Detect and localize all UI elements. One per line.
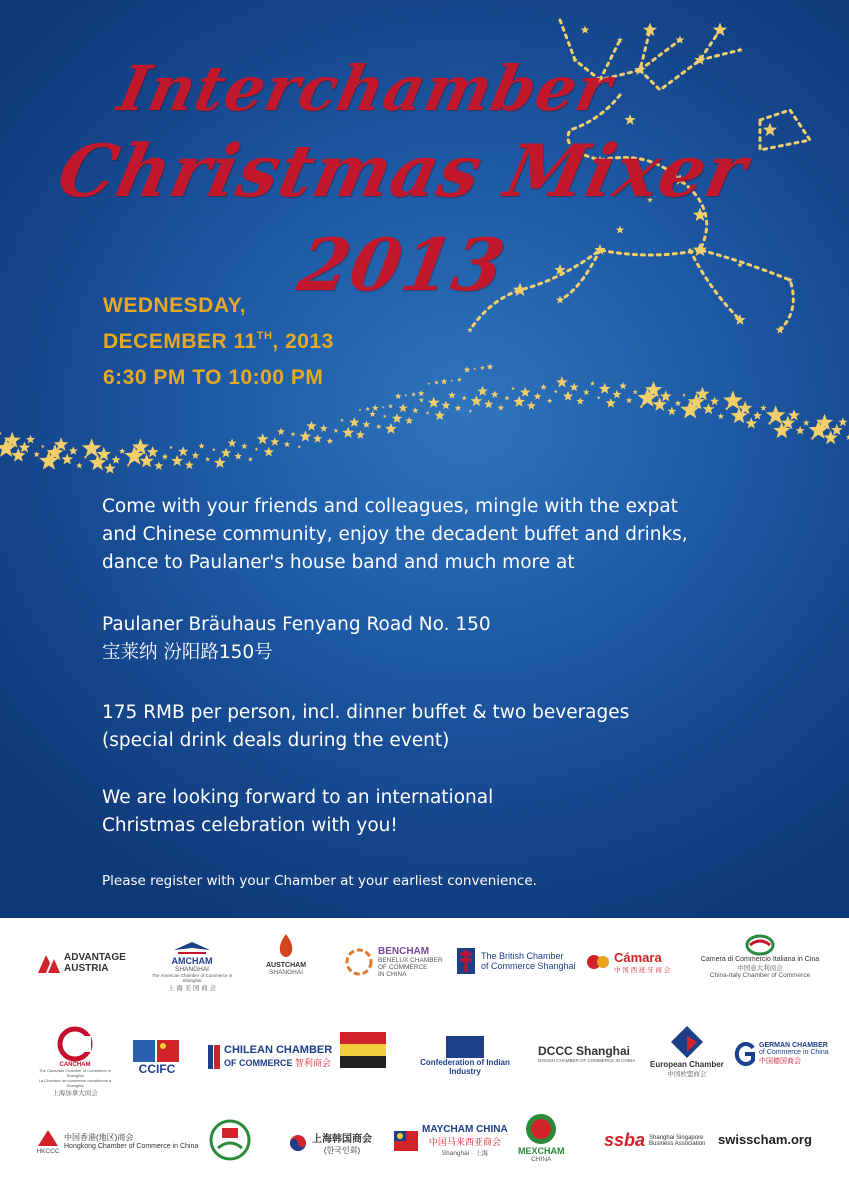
- star-icon: [185, 460, 194, 469]
- star-icon: [313, 434, 322, 443]
- star-icon: [297, 445, 301, 449]
- logo-mexcham: MEXCHAM CHINA: [518, 1112, 565, 1163]
- star-icon: [477, 386, 488, 396]
- logo-british-chamber: The British Chamber of Commerce Shanghai: [455, 946, 576, 976]
- malaysia-flag-icon: [394, 1131, 418, 1151]
- star-icon: [547, 398, 552, 403]
- star-icon: [455, 405, 461, 411]
- star-icon: [487, 364, 494, 370]
- logo-cii: Confederation of Indian Industry: [405, 1036, 525, 1076]
- star-icon: [556, 296, 565, 304]
- star-icon: [511, 387, 515, 391]
- star-icon: [763, 123, 777, 137]
- star-icon: [392, 413, 402, 423]
- title-line-1: Interchamber: [112, 52, 619, 125]
- logo-maycham: MAYCHAM CHINA 中国马来西亚商会 Shanghai · 上海: [394, 1124, 508, 1157]
- star-icon: [405, 417, 413, 424]
- star-icon: [803, 420, 810, 426]
- star-icon: [385, 423, 397, 434]
- star-icon: [606, 398, 616, 408]
- star-icon: [504, 396, 509, 401]
- chamber-emblem-icon: [340, 1032, 386, 1068]
- star-icon: [342, 427, 354, 438]
- european-chamber-icon: [669, 1024, 705, 1060]
- closing-paragraph: We are looking forward to an international Christmas celebration with you!: [102, 787, 494, 836]
- star-icon: [221, 448, 231, 458]
- star-icon: [831, 424, 843, 435]
- star-icon: [450, 379, 453, 382]
- star-icon: [796, 426, 805, 435]
- star-icon: [467, 327, 473, 332]
- star-icon: [162, 453, 168, 459]
- star-icon: [660, 390, 672, 401]
- star-icon: [41, 444, 45, 448]
- star-icon: [540, 384, 546, 390]
- star-icon: [570, 383, 579, 392]
- star-icon: [372, 405, 379, 411]
- star-icon: [306, 421, 316, 431]
- star-icon: [376, 424, 381, 429]
- star-icon: [667, 407, 676, 416]
- star-icon: [457, 377, 462, 382]
- star-icon: [597, 396, 601, 400]
- logo-chilean-chamber: CHILEAN CHAMBER OF COMMERCE 智利商会: [208, 1044, 332, 1069]
- star-icon: [363, 421, 371, 428]
- star-icon: [427, 382, 430, 385]
- ccifc-flags-icon: [133, 1040, 181, 1062]
- star-icon: [676, 36, 685, 44]
- venue-paragraph: Paulaner Bräuhaus Fenyang Road No. 150 宝莱纳 汾阳路150号: [102, 614, 491, 663]
- british-chamber-icon: [455, 946, 477, 976]
- logo-advantage-austria: ADVANTAGE AUSTRIA: [38, 952, 126, 974]
- price-paragraph: 175 RMB per person, incl. dinner buffet & two beverages (special drink deals during the event): [102, 702, 630, 751]
- star-icon: [382, 406, 385, 409]
- star-icon: [0, 431, 2, 435]
- star-icon: [205, 457, 210, 462]
- hkccc-icon: [36, 1126, 60, 1148]
- star-icon: [104, 463, 116, 474]
- mexcham-emblem-icon: [524, 1112, 558, 1146]
- star-icon: [590, 381, 595, 386]
- star-icon: [154, 461, 163, 470]
- star-icon: [147, 446, 159, 457]
- star-icon: [599, 383, 611, 394]
- star-icon: [624, 114, 635, 125]
- star-icon: [788, 409, 800, 420]
- star-icon: [33, 451, 40, 457]
- star-icon: [320, 424, 328, 431]
- star-icon: [713, 23, 727, 37]
- star-icon: [534, 392, 542, 399]
- star-icon: [349, 417, 360, 427]
- italian-chamber-icon: [745, 934, 775, 956]
- star-icon: [234, 452, 242, 459]
- logo-green-emblem: [208, 1118, 252, 1162]
- star-icon: [383, 414, 387, 418]
- star-icon: [484, 400, 493, 409]
- star-icon: [435, 410, 446, 420]
- logo-hkccc: HKCCC 中国香港(地区)商会 Hongkong Chamber of Commerce in China: [36, 1126, 198, 1155]
- star-icon: [513, 396, 525, 407]
- star-icon: [257, 433, 269, 444]
- star-icon: [139, 454, 153, 468]
- star-icon: [359, 409, 362, 412]
- green-emblem-icon: [208, 1118, 252, 1162]
- star-icon: [468, 409, 472, 413]
- star-icon: [228, 438, 237, 447]
- star-icon: [513, 283, 527, 297]
- star-icon: [61, 453, 73, 464]
- star-icon: [776, 326, 785, 334]
- star-icon: [464, 366, 471, 372]
- logo-amcham: AMCHAM SHANGHAI The American Chamber of Commerce in Shanghai 上 海 美 国 商 会: [142, 940, 242, 992]
- star-icon: [291, 432, 296, 437]
- star-icon: [838, 418, 847, 427]
- star-icon: [419, 398, 424, 403]
- star-icon: [19, 441, 31, 452]
- cii-icon: [446, 1036, 484, 1058]
- star-icon: [399, 403, 408, 412]
- logo-ssba: ssba Shanghai Singapore Business Association: [604, 1130, 706, 1150]
- star-icon: [703, 403, 715, 414]
- star-icon: [753, 411, 762, 420]
- star-icon: [616, 226, 625, 234]
- star-icon: [277, 428, 285, 435]
- register-note: Please register with your Chamber at your earliest convenience.: [102, 873, 537, 889]
- logo-ccifc: CCIFC: [133, 1040, 181, 1076]
- star-icon: [471, 395, 483, 406]
- star-icon: [411, 392, 416, 397]
- star-icon: [369, 411, 376, 417]
- star-icon: [212, 448, 216, 452]
- star-icon: [473, 367, 476, 370]
- star-icon: [255, 447, 259, 451]
- logo-swisscham: swisscham.org: [718, 1132, 812, 1147]
- logo-camara: Cámara 中 国 西 班 牙 商 会: [586, 950, 670, 974]
- star-icon: [270, 437, 279, 446]
- star-icon: [388, 404, 393, 409]
- amcham-eagle-icon: [172, 940, 212, 956]
- star-icon: [405, 394, 408, 397]
- star-icon: [356, 430, 365, 439]
- star-icon: [198, 443, 205, 449]
- star-icon: [333, 428, 338, 433]
- star-icon: [441, 401, 450, 410]
- star-icon: [284, 441, 291, 447]
- star-icon: [498, 405, 505, 411]
- star-icon: [554, 390, 558, 394]
- logo-bencham: BENCHAM BENELUX CHAMBER OF COMMERCE IN CHINA: [344, 946, 443, 978]
- star-icon: [82, 438, 102, 457]
- star-icon: [69, 446, 78, 455]
- star-icon: [718, 413, 725, 419]
- star-icon: [365, 407, 370, 412]
- title-year: 2013: [292, 222, 512, 307]
- star-icon: [26, 435, 35, 444]
- star-icon: [563, 391, 574, 401]
- bencham-circle-icon: [344, 947, 374, 977]
- chilean-flag-icon: [208, 1045, 220, 1069]
- star-icon: [248, 457, 253, 462]
- star-icon: [583, 389, 590, 395]
- logo-dccc: DCCC Shanghai DANISH CHAMBER OF COMMERCE IN CHINA: [538, 1044, 636, 1063]
- star-icon: [178, 446, 189, 456]
- star-icon: [441, 378, 448, 384]
- star-icon: [612, 390, 621, 399]
- korean-flag-icon: [288, 1133, 308, 1153]
- star-icon: [737, 47, 743, 52]
- star-icon: [634, 64, 645, 75]
- star-icon: [626, 397, 632, 403]
- camara-icon: [586, 951, 610, 973]
- star-icon: [300, 430, 312, 441]
- star-icon: [112, 455, 121, 464]
- star-icon: [480, 365, 485, 370]
- logo-korean-chamber: 上海韩国商会 (한국인회): [288, 1130, 372, 1156]
- star-icon: [527, 401, 536, 410]
- logo-chamber-emblem: [340, 1032, 386, 1068]
- star-icon: [448, 391, 456, 398]
- star-icon: [428, 397, 440, 408]
- star-icon: [264, 447, 275, 457]
- star-icon: [760, 405, 766, 411]
- star-icon: [340, 418, 344, 422]
- star-icon: [426, 411, 430, 415]
- star-icon: [491, 391, 499, 398]
- cancham-icon: [55, 1026, 95, 1062]
- logo-italian-chamber: Camera di Commercio Italiana in Cina 中国意大利商会 China-Italy Chamber of Commerce: [700, 934, 820, 979]
- star-icon: [192, 452, 200, 459]
- star-icon: [576, 397, 584, 404]
- logo-cancham: CANCHAM The Canadian Chamber of Commerce in Shanghai La Chambre de commerce canadienne à Shanghai 上海加拿大商会: [30, 1026, 120, 1097]
- title-line-2: Christmas Mixer: [50, 128, 755, 213]
- star-icon: [710, 397, 719, 406]
- star-icon: [682, 393, 686, 397]
- logo-austcham: AUSTCHAM SHANGHAI: [266, 932, 306, 976]
- star-icon: [214, 457, 226, 468]
- star-icon: [126, 463, 130, 467]
- event-time: 6:30 PM TO 10:00 PM: [103, 366, 324, 389]
- star-icon: [171, 455, 183, 466]
- german-chamber-icon: [733, 1042, 755, 1066]
- star-icon: [633, 389, 638, 394]
- star-icon: [418, 390, 425, 396]
- star-icon: [327, 438, 334, 444]
- advantage-austria-icon: [38, 953, 60, 973]
- star-icon: [412, 407, 419, 413]
- star-icon: [556, 376, 568, 387]
- logo-german-chamber: GERMAN CHAMBER of Commerce in China 中国德国商会: [733, 1042, 829, 1066]
- logo-european-chamber: European Chamber 中国欧盟商会: [650, 1024, 724, 1078]
- star-icon: [462, 395, 467, 400]
- chamber-logos-section: [0, 918, 849, 1200]
- star-icon: [119, 448, 126, 454]
- star-icon: [395, 393, 402, 399]
- star-icon: [520, 387, 531, 397]
- event-date: DECEMBER 11TH, 2013: [103, 330, 334, 353]
- star-icon: [693, 243, 707, 257]
- intro-paragraph: Come with your friends and colleagues, mingle with the expat and Chinese community, enjoy the decadent buffet and drinks, dance to Paulaner's house band and much more at: [102, 496, 688, 573]
- event-weekday: WEDNESDAY,: [103, 294, 247, 317]
- star-icon: [169, 445, 173, 449]
- star-icon: [675, 400, 682, 406]
- star-icon: [241, 443, 248, 449]
- star-icon: [434, 380, 439, 385]
- austcham-flame-icon: [273, 932, 299, 962]
- star-icon: [619, 382, 627, 389]
- star-icon: [581, 26, 590, 34]
- star-icon: [76, 462, 82, 468]
